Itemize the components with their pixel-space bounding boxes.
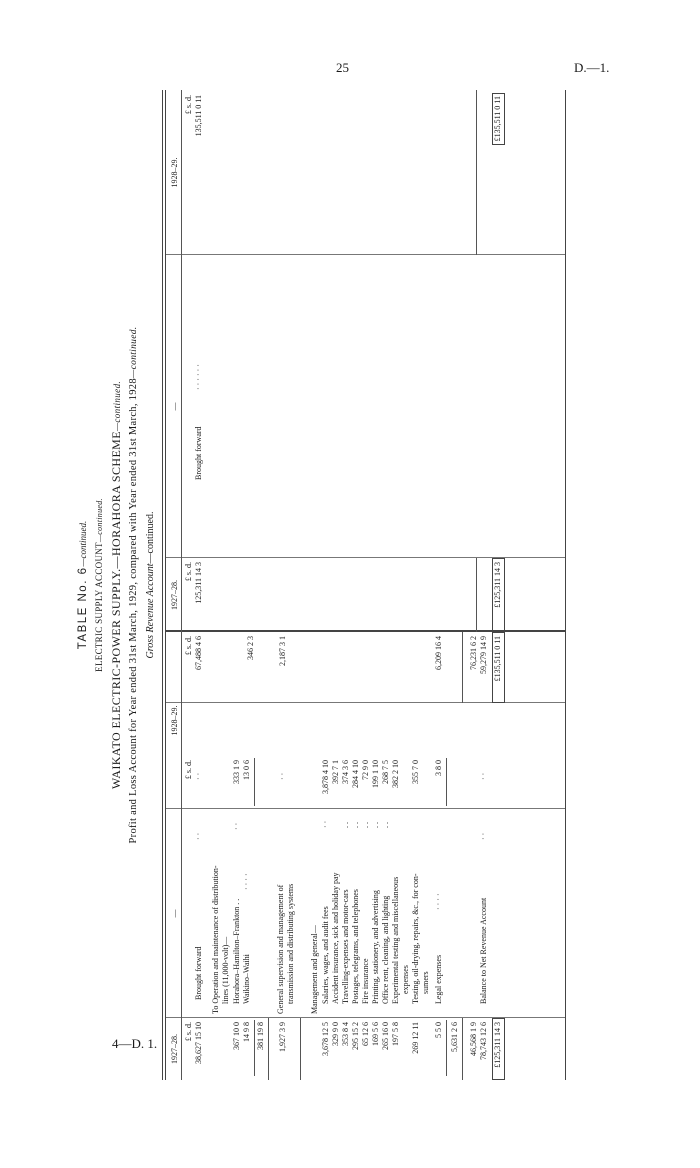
row-rule [476,90,477,255]
mgmt-item-dots: . . [341,822,350,828]
mgmt-item-1929: 268 7 5 [381,760,390,784]
col-1928-29-left: 1928–29. [170,705,179,736]
mgmt-item-dots: . . [381,822,390,828]
gross-revenue-subtitle: Gross Revenue Account—continued. [145,511,156,659]
bf-inner-dots: · · [194,772,203,780]
waikino-label: Waikino–Waihi [242,954,251,1004]
table-top-rule [162,90,163,1080]
ops-subtotal-rule [254,1020,255,1076]
document-reference: D.—1. [574,60,610,75]
waikino-1929: 13 0 6 [242,760,251,780]
row-rule [268,1018,269,1080]
column-rule [166,702,565,703]
column-rule-center [166,630,565,632]
balance-1928: 78,743 12 6 [479,1022,488,1060]
ops-label-2: lines (11,000-volt)— [221,936,230,1004]
right-bf-1928: 125,311 14 3 [194,562,203,604]
ops-label-1: To Operation and maintenance of distribution- [211,865,220,1014]
lsd-header: £ s. d. [184,636,193,656]
mgmt-item-1929: 284 4 10 [351,760,360,788]
balance-inner-dots: · · [479,772,488,780]
gen-label-2: transmission and distributing systems [286,883,295,1004]
account-period-title: Profit and Loss Account for Year ended 31st March, 1929, compared with Year ended 31st March, 1928—continued. [128,326,139,844]
column-rule [166,1017,565,1018]
row-rule [476,558,477,632]
mgmt-subtotal-rule [446,758,447,806]
waikino-dots: · · · · [242,873,251,890]
mgmt-label: Management and general— [310,925,319,1014]
mgmt-item-dots: . . [351,822,360,828]
col-1927-28-right: 1927–28. [170,580,179,610]
bf-label: Brought forward [194,946,203,1000]
ops-total-1928: 381 19 8 [256,1022,265,1050]
mgmt-item-label: Accident insurance, sick and holiday pay [331,872,340,1004]
page-number: 25 [336,60,349,75]
mgmt-item-label: Experimental testing and miscellaneous [391,876,400,1004]
subtotal-1929: 76,231 6 2 [469,636,478,670]
legal-1928: 5 5 0 [434,1022,443,1038]
ops-subtotal-rule [254,758,255,806]
account-title: ELECTRIC SUPPLY ACCOUNT—continued. [94,498,104,672]
mgmt-item-1929: 72 9 0 [361,760,370,780]
legal-label: Legal expenses [434,954,443,1004]
gen-1929: 2,187 3 1 [278,636,287,666]
mgmt-item-1928: 353 8 4 [341,1022,350,1046]
mgmt-item-label: Travelling-expenses and motor-cars [341,889,350,1004]
mgmt-item-1928: 169 5 6 [371,1022,380,1046]
testing-1928: 269 12 11 [411,1022,420,1054]
expenses-label: expenses [401,965,410,994]
testing-label-1: Testing, oil-drying, repairs, &c., for con- [411,873,420,1004]
bf-dots: · · [194,832,203,840]
right-bf-dots: · · · · · · [194,364,203,390]
mgmt-item-1928: 197 5 8 [391,1022,400,1046]
scheme-title: WAIKATO ELECTRIC-POWER SUPPLY.—HORAHORA SCHEME—continued. [109,380,123,790]
lsd-header: £ s. d. [184,1022,193,1042]
header-rule [181,90,182,1080]
subtotal-1928: 46,568 1 9 [469,1022,478,1056]
horahora-dots: · · [232,822,241,830]
col-desc-right: — [170,402,179,411]
horahora-1928: 367 10 0 [232,1022,241,1050]
mgmt-item-label: Fire insurance [361,958,370,1004]
right-total-1928: £125,311 14 3 [493,562,502,608]
mgmt-item-1928: 265 16 0 [381,1022,390,1050]
legal-dots: · · · · [434,893,443,910]
right-total-1929: £135,511 0 11 [493,96,502,142]
mgmt-item-1929: 382 2 10 [391,760,400,788]
balance-label: Balance to Net Revenue Account [479,897,488,1004]
gen-inner-dots: · · [278,772,287,780]
legal-1929: 3 8 0 [434,760,443,776]
mgmt-item-label: Office rent, cleaning, and lighting [381,895,390,1004]
mgmt-item-1929: 392 7 1 [331,760,340,784]
horahora-1929: 333 1 9 [232,760,241,784]
mgmt-item-1928: 295 15 2 [351,1022,360,1050]
col-desc-left: — [170,909,179,918]
lsd-header: £ s. d. [184,95,193,115]
column-rule [166,808,565,809]
lsd-header: £ s. d. [184,562,193,582]
col-1928-29-right: 1928–29. [170,157,179,188]
mgmt-item-1928: 3,678 12 5 [321,1022,330,1056]
mgmt-item-1928: 65 12 6 [361,1022,370,1046]
row-rule [462,632,463,703]
total-1928-left: £125,311 14 3 [493,1022,502,1068]
mgmt-item-dots: . . [361,822,370,828]
mgmt-item-1929: 374 3 6 [341,760,350,784]
gen-1928: 1,927 3 9 [278,1022,287,1052]
bf-1929-value: 67,488 4 6 [194,636,203,670]
mgmt-item-label: Printing, stationery, and advertising [371,890,380,1004]
mgmt-item-1929: 199 1 10 [371,760,380,788]
gen-label-1: General supervision and management of [276,884,285,1014]
waikino-1928: 14 9 8 [242,1022,251,1042]
column-rule [166,557,565,558]
row-rule [300,1018,301,1080]
balance-dots: · · [479,832,488,840]
mgmt-total-1929: 6,209 16 4 [434,636,443,670]
mgmt-item-label: Salaries, wages, and audit fees [321,906,330,1004]
footer-reference: 4—D. 1. [112,1036,158,1051]
mgmt-item-dots: · · [321,820,330,828]
right-bf-label: Brought forward [194,426,203,480]
mgmt-item-label: Postages, telegrams, and telephones [351,889,360,1004]
mgmt-item-dots: . . [371,822,380,828]
testing-label-2: sumers [421,971,430,994]
rotated-table-page [77,90,597,1080]
balance-1929: 59,279 14 9 [479,636,488,674]
mgmt-total-1928: 5,631 2 6 [450,1022,459,1052]
mgmt-subtotal-rule [446,1020,447,1076]
horahora-label: Horahora–Hamilton–Frankton . . [232,898,241,1004]
row-rule [462,1018,463,1080]
mgmt-item-1928: 329 9 0 [331,1022,340,1046]
column-rule [166,254,565,255]
right-bf-1929: 135,511 0 11 [194,95,203,137]
lsd-header: £ s. d. [184,760,193,780]
total-1929-left: £135,511 0 11 [493,636,502,682]
testing-1929: 355 7 0 [411,760,420,784]
col-1927-28-left: 1927–28. [170,1034,179,1064]
mgmt-item-1929: 3,878 4 10 [321,760,330,794]
bf-1928-value: 38,627 15 10 [194,1022,203,1064]
gross-revenue-table [165,90,566,1080]
ops-total-1929: 346 2 3 [246,636,255,660]
table-title: TABLE No. 6—continued. [77,520,89,650]
